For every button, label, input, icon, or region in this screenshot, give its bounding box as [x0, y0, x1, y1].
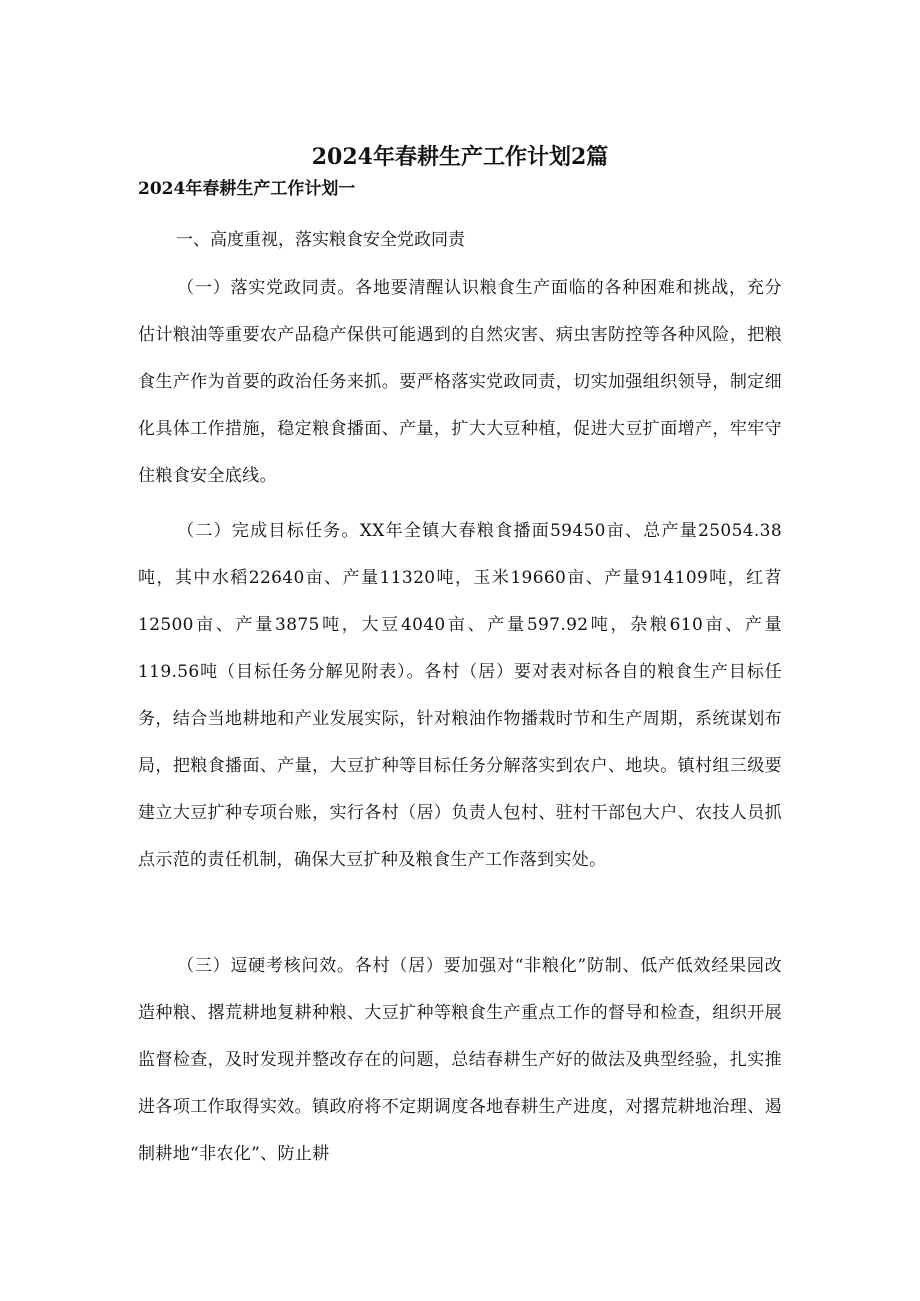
outline-heading: 一、高度重视，落实粮食安全党政同责: [176, 230, 465, 250]
document-title: 2024年春耕生产工作计划2篇: [311, 143, 609, 170]
section-heading: 2024年春耕生产工作计划一: [138, 179, 356, 199]
paragraph-implement-responsibility: （一）落实党政同责。各地要清醒认识粮食生产面临的各种困难和挑战，充分估计粮油等重要农产品稳产保供可能遇到的自然灾害、病虫害防控等各种风险，把粮食生产作为首要的政治任务来抓。要严格落实党政同责，切实加强组织领导，制定细化具体工作措施，稳定粮食播面、产量，扩大大豆种植，促进大豆扩面增产，牢牢守住粮食安全底线。: [138, 278, 782, 486]
paragraph-assessment: （三）逗硬考核问效。各村（居）要加强对“非粮化”防制、低产低效经果园改造种粮、撂荒耕地复耕种粮、大豆扩种等粮食生产重点工作的督导和检查，组织开展监督检查，及时发现并整改存在的问题，总结春耕生产好的做法及典型经验，扎实推进各项工作取得实效。镇政府将不定期调度各地春耕生产进度，对撂荒耕地治理、遏制耕地“非农化”、防止耕: [138, 956, 782, 1164]
paragraph-target-tasks: （二）完成目标任务。XX年全镇大春粮食播面59450亩、总产量25054.38吨，其中水稻22640亩、产量11320吨，玉米19660亩、产量914109吨，红苕12500亩、产量3875吨，大豆4040亩、产量597.92吨，杂粮610亩、产量119.56吨（目标任务分解见附表）。各村（居）要对表对标各自的粮食生产目标任务，结合当地耕地和产业发展实际，针对粮油作物播栽时节和生产周期，系统谋划布局，把粮食播面、产量，大豆扩种等目标任务分解落实到农户、地块。镇村组三级要建立大豆扩种专项台账，实行各村（居）负责人包村、驻村干部包大户、农技人员抓点示范的责任机制，确保大豆扩种及粮食生产工作落到实处。: [138, 521, 782, 870]
